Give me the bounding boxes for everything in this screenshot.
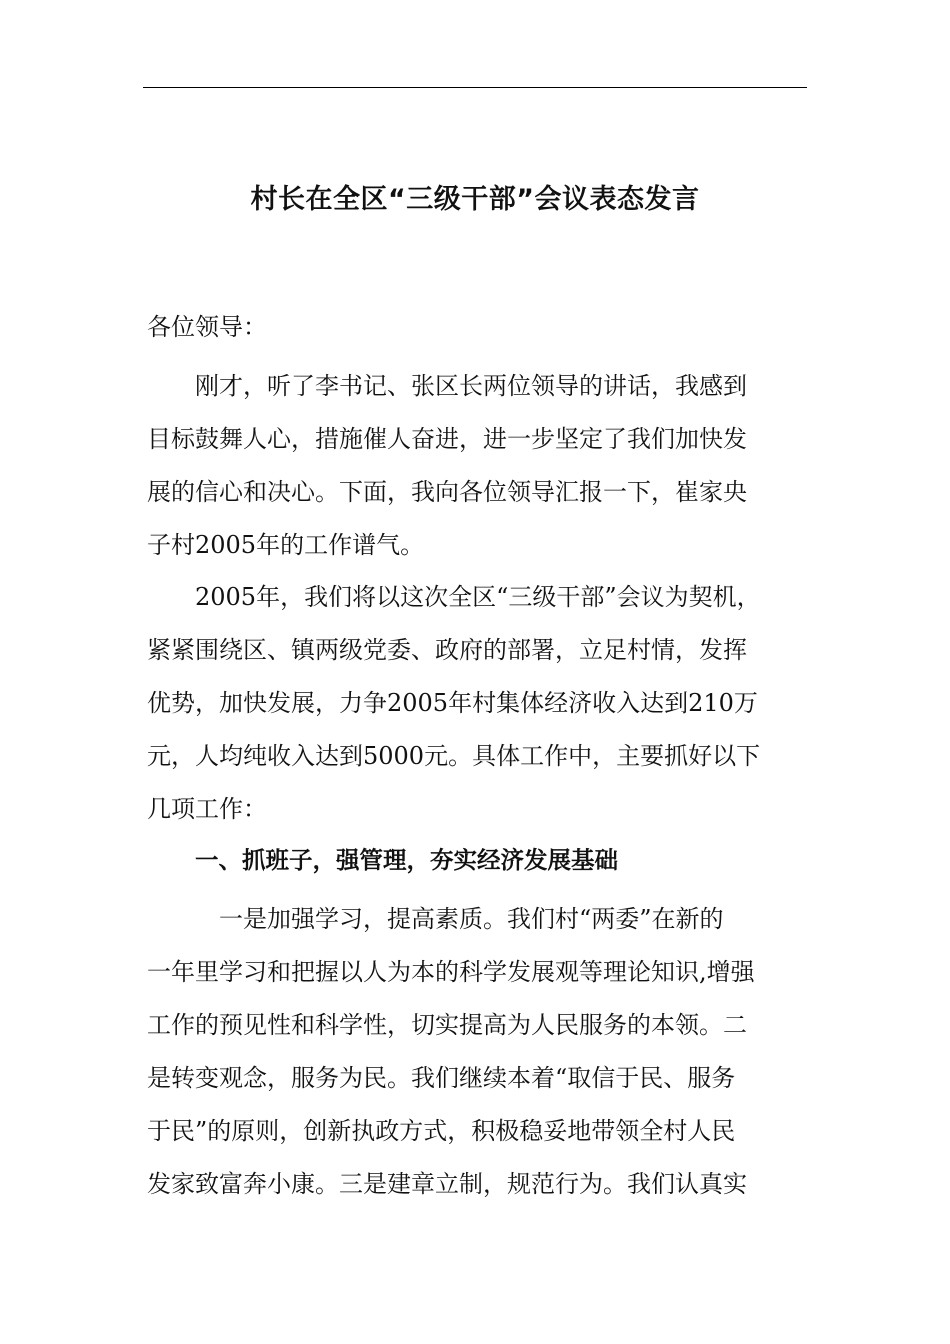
paragraph-1-line: 目标鼓舞人心，措施催人奋进，进一步坚定了我们加快发 [147, 425, 747, 453]
paragraph-1-line: 子村2005年的工作谱气。 [147, 531, 425, 559]
section-paragraph-line: 工作的预见性和科学性，切实提高为人民服务的本领。二 [147, 1011, 747, 1039]
paragraph-2 [147, 571, 807, 836]
section-paragraph-line: 于民”的原则，创新执政方式，积极稳妥地带领全村人民 [147, 1117, 736, 1145]
paragraph-2-line: 优势，加快发展，力争2005年村集体经济收入达到210万 [147, 689, 758, 717]
paragraph-2-line: 2005年，我们将以这次全区“三级干部”会议为契机， [195, 583, 761, 611]
document-title: 村长在全区“三级干部”会议表态发言 [250, 184, 700, 215]
salutation: 各位领导： [147, 313, 267, 341]
paragraph-2-line: 元，人均纯收入达到5000元。具体工作中，主要抓好以下 [147, 742, 761, 770]
paragraph-2-line: 几项工作： [147, 795, 267, 823]
paragraph-1-line: 刚才，听了李书记、张区长两位领导的讲话，我感到 [195, 372, 747, 400]
paragraph-1 [147, 360, 807, 572]
paragraph-2-line: 紧紧围绕区、镇两级党委、政府的部署，立足村情，发挥 [147, 636, 747, 664]
section-heading: 一、抓班子，强管理，夯实经济发展基础 [195, 846, 618, 874]
paragraph-1-line: 展的信心和决心。下面，我向各位领导汇报一下，崔家央 [147, 478, 747, 506]
section-paragraph-line: 是转变观念，服务为民。我们继续本着“取信于民、服务 [147, 1064, 736, 1092]
header-rule [143, 87, 807, 88]
section-paragraph [147, 893, 807, 1211]
section-paragraph-line: 一年里学习和把握以人为本的科学发展观等理论知识,增强 [147, 958, 755, 986]
section-paragraph-line: 发家致富奔小康。三是建章立制，规范行为。我们认真实 [147, 1170, 747, 1198]
section-paragraph-line: 一是加强学习，提高素质。我们村“两委”在新的 [219, 905, 724, 933]
